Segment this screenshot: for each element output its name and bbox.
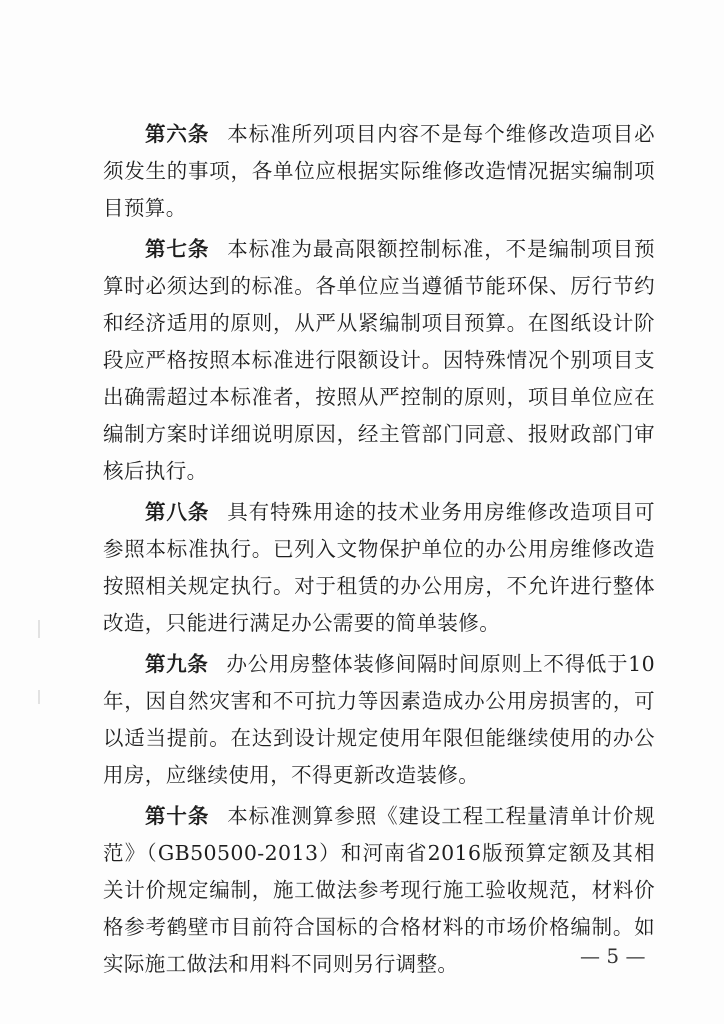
article-text: 本标准所列项目内容不是每个维修改造项目必须发生的事项，各单位应根据实际维修改造情况据实编制项目预算。 <box>103 122 656 220</box>
document-body <box>103 116 655 987</box>
article-title: 第九条 <box>145 652 209 676</box>
article-10 <box>103 798 655 983</box>
article-7 <box>103 231 655 490</box>
article-9 <box>103 646 655 794</box>
page-number: — 5 — <box>580 944 646 968</box>
article-text: 具有特殊用途的技术业务用房维修改造项目可参照本标准执行。已列入文物保护单位的办公用房维修改造按照相关规定执行。对于租赁的办公用房，不允许进行整体改造，只能进行满足办公需要的简单装修。 <box>103 500 656 635</box>
scan-edge-mark <box>38 620 40 638</box>
article-text: 本标准为最高限额控制标准，不是编制项目预算时必须达到的标准。各单位应当遵循节能环保、厉行节约和经济适用的原则，从严从紧编制项目预算。在图纸设计阶段应严格按照本标准进行限额设计。因特殊情况个别项目支出确需超过本标准者，按照从严控制的原则，项目单位应在编制方案时详细说明原因，经主管部门同意、报财政部门审核后执行。 <box>103 237 656 483</box>
scan-edge-mark <box>38 690 40 704</box>
article-8 <box>103 494 655 642</box>
article-text: 本标准测算参照《建设工程工程量清单计价规范》（GB50500-2013）和河南省2016版预算定额及其相关计价规定编制，施工做法参考现行施工验收规范，材料价格参考鹤壁市目前符合国标的合格材料的市场价格编制。如实际施工做法和用料不同则另行调整。 <box>103 804 656 976</box>
article-title: 第八条 <box>145 500 210 524</box>
article-title: 第十条 <box>145 804 210 828</box>
article-title: 第七条 <box>145 237 210 261</box>
article-6 <box>103 116 655 227</box>
article-title: 第六条 <box>145 122 210 146</box>
article-text: 办公用房整体装修间隔时间原则上不得低于10年，因自然灾害和不可抗力等因素造成办公用房损害的，可以适当提前。在达到设计规定使用年限但能继续使用的办公用房，应继续使用，不得更新改造装修。 <box>103 652 656 787</box>
